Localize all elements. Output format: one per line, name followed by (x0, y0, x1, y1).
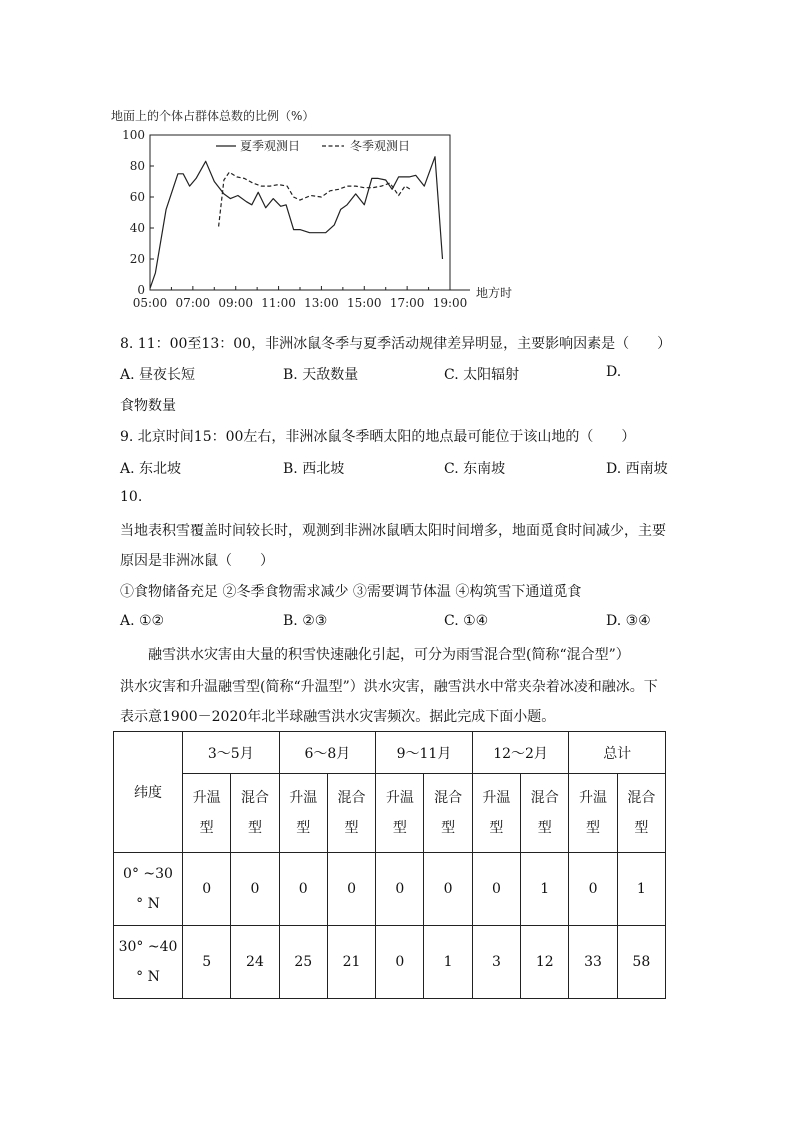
q8-option-a: A. 昼夜长短 (120, 367, 196, 383)
table-header-row (114, 732, 666, 774)
x-tick-label: 15:00 (346, 296, 382, 310)
table-subheader: 混合 型 (617, 774, 665, 853)
x-tick-label: 19:00 (432, 296, 468, 310)
table-subheader: 升温 型 (569, 774, 617, 853)
table-cell: 21 (327, 926, 375, 999)
table-period-header: 12～2月 (472, 732, 569, 774)
table-period-header: 总计 (569, 732, 666, 774)
table-cell: 0 (327, 853, 375, 926)
x-tick-label: 09:00 (218, 296, 254, 310)
table-subheader: 升温 型 (472, 774, 520, 853)
legend-winter-label: 冬季观测日 (350, 139, 411, 153)
table-cell: 0 (279, 853, 327, 926)
table-period-header: 9～11月 (376, 732, 473, 774)
table-row (114, 853, 666, 926)
y-tick-label: 60 (129, 190, 145, 204)
table-row-latitude: 0° ~30 ° N (114, 853, 183, 926)
table-cell: 0 (569, 853, 617, 926)
q9-option-a: A. 东北坡 (120, 461, 182, 477)
q10-option-d: D. ③④ (606, 613, 651, 629)
q9-option-c: C. 东南坡 (444, 461, 506, 477)
table-subheader: 混合 型 (424, 774, 472, 853)
q8-option-d-text: 食物数量 (120, 398, 176, 414)
table-row (114, 926, 666, 999)
table-corner-latitude: 纬度 (114, 732, 183, 853)
table-row-latitude: 30° ~40 ° N (114, 926, 183, 999)
table-subheader: 升温 型 (279, 774, 327, 853)
table-cell: 24 (231, 926, 279, 999)
q10-option-a: A. ①② (120, 613, 165, 629)
q10-option-c: C. ①④ (444, 613, 489, 629)
table-subheader: 混合 型 (521, 774, 569, 853)
question-9-stem: 9. 北京时间15：00左右，非洲冰鼠冬季晒太阳的地点最可能位于该山地的（ ） (120, 429, 636, 445)
table-period-header: 3～5月 (183, 732, 280, 774)
flood-frequency-table (113, 731, 666, 999)
question-10-number: 10. (120, 489, 143, 505)
table-subheader: 升温 型 (376, 774, 424, 853)
table-cell: 25 (279, 926, 327, 999)
line-chart (108, 100, 548, 330)
table-subheader-row (114, 774, 666, 853)
question-10-choices: ①食物储备充足 ②冬季食物需求减少 ③需要调节体温 ④构筑雪下通道觅食 (120, 584, 582, 600)
passage-line-1: 融雪洪水灾害由大量的积雪快速融化引起，可分为雨雪混合型(简称“混合型”） (148, 647, 630, 663)
q8-option-d: D. (606, 364, 622, 380)
table-subheader: 升温 型 (183, 774, 231, 853)
table-cell: 1 (617, 853, 665, 926)
q10-option-b: B. ②③ (283, 613, 328, 629)
y-tick-label: 40 (129, 221, 145, 235)
y-tick-label: 100 (122, 128, 145, 142)
q9-option-b: B. 西北坡 (283, 461, 345, 477)
table-cell: 3 (472, 926, 520, 999)
q8-option-c: C. 太阳辐射 (444, 367, 520, 383)
x-tick-label: 17:00 (389, 296, 425, 310)
table-cell: 58 (617, 926, 665, 999)
passage-line-2: 洪水灾害和升温融雪型(简称“升温型”）洪水灾害，融雪洪水中常夹杂着冰凌和融冰。下 (120, 679, 658, 695)
table-cell: 5 (183, 926, 231, 999)
y-tick-label: 0 (137, 283, 145, 297)
chart-svg (108, 100, 548, 330)
table-cell: 0 (376, 926, 424, 999)
chart-ylabel: 地面上的个体占群体总数的比例（%） (111, 109, 315, 123)
table-cell: 1 (424, 926, 472, 999)
table-subheader: 混合 型 (231, 774, 279, 853)
question-10-stem-line1: 当地表积雪覆盖时间较长时，观测到非洲冰鼠晒太阳时间增多，地面觅食时间减少，主要 (120, 523, 666, 539)
x-tick-label: 11:00 (261, 296, 296, 310)
series-winter-line (219, 172, 411, 226)
x-tick-label: 05:00 (132, 296, 168, 310)
x-tick-label: 13:00 (304, 296, 339, 310)
table-period-header: 6～8月 (279, 732, 376, 774)
plot-frame (150, 135, 450, 290)
legend-summer-label: 夏季观测日 (240, 139, 301, 153)
y-tick-label: 80 (129, 159, 145, 173)
table-cell: 0 (183, 853, 231, 926)
table-cell: 1 (521, 853, 569, 926)
series-summer-line (150, 157, 443, 289)
y-tick-label: 20 (129, 252, 145, 266)
x-tick-label: 07:00 (175, 296, 211, 310)
question-8-stem: 8. 11：00至13：00，非洲冰鼠冬季与夏季活动规律差异明显，主要影响因素是（ ） (120, 336, 672, 352)
table-cell: 0 (424, 853, 472, 926)
table-subheader: 混合 型 (327, 774, 375, 853)
q8-option-b: B. 天敌数量 (283, 367, 359, 383)
question-10-stem-line2: 原因是非洲冰鼠（ ） (120, 553, 274, 569)
table-cell: 0 (376, 853, 424, 926)
table-cell: 0 (231, 853, 279, 926)
table-cell: 0 (472, 853, 520, 926)
q9-option-d: D. 西南坡 (606, 461, 668, 477)
table-cell: 33 (569, 926, 617, 999)
passage-line-3: 表示意1900－2020年北半球融雪洪水灾害频次。据此完成下面小题。 (120, 709, 556, 725)
chart-xlabel: 地方时 (476, 286, 513, 300)
table-cell: 12 (521, 926, 569, 999)
